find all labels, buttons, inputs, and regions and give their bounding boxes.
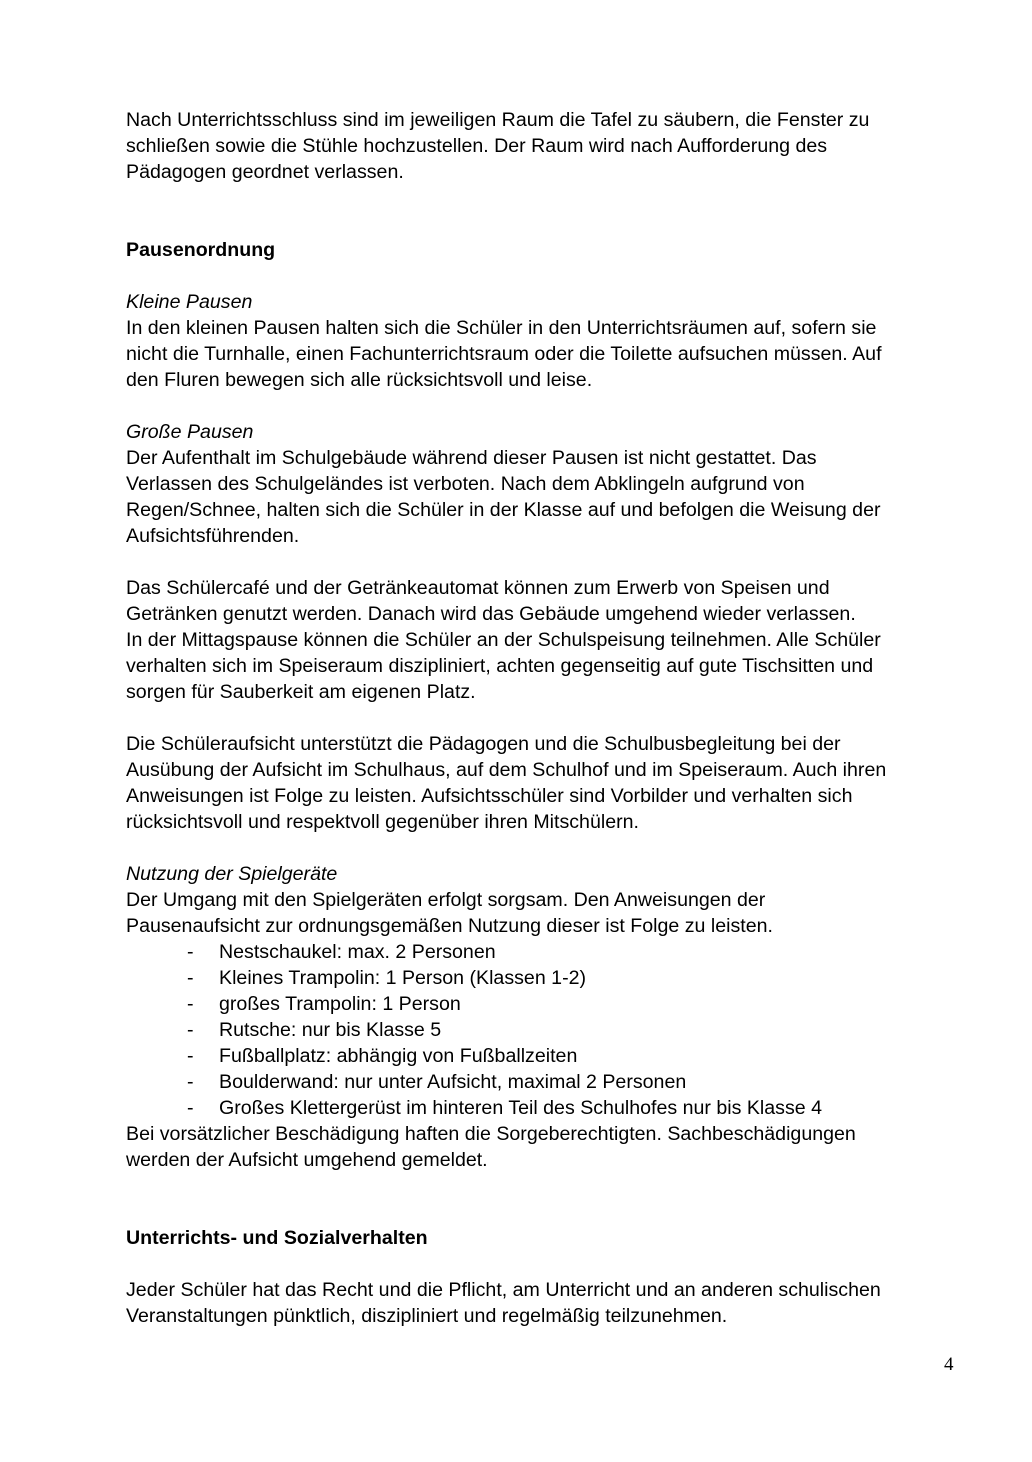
paragraph-line: Getränken genutzt werden. Danach wird das Gebäude umgehend wieder verlassen. bbox=[126, 603, 856, 625]
list-item-text: Boulderwand: nur unter Aufsicht, maximal 2 Personen bbox=[219, 1071, 687, 1093]
paragraph-line: Verlassen des Schulgeländes ist verboten. Nach dem Abklingeln aufgrund von bbox=[126, 473, 805, 495]
paragraph-line: Nach Unterrichtsschluss sind im jeweiligen Raum die Tafel zu säubern, die Fenster zu bbox=[126, 109, 870, 131]
list-item bbox=[126, 1069, 956, 1095]
list-item-text: Kleines Trampolin: 1 Person (Klassen 1-2) bbox=[219, 967, 587, 989]
paragraph-line: rücksichtsvoll und respektvoll gegenüber ihren Mitschülern. bbox=[126, 811, 639, 833]
paragraph-line: Die Schüleraufsicht unterstützt die Pädagogen und die Schulbusbegleitung bei der bbox=[126, 733, 841, 755]
paragraph-line: sorgen für Sauberkeit am eigenen Platz. bbox=[126, 681, 476, 703]
paragraph-line: Der Aufenthalt im Schulgebäude während dieser Pausen ist nicht gestattet. Das bbox=[126, 447, 817, 469]
cafe-paragraph bbox=[126, 575, 956, 705]
bullet-dash: - bbox=[187, 967, 194, 989]
list-item bbox=[126, 1043, 956, 1069]
paragraph-line: In der Mittagspause können die Schüler an der Schulspeisung teilnehmen. Alle Schüler bbox=[126, 629, 881, 651]
bullet-dash: - bbox=[187, 1071, 194, 1093]
paragraph-line: Pädagogen geordnet verlassen. bbox=[126, 161, 404, 183]
paragraph-line: Der Umgang mit den Spielgeräten erfolgt sorgsam. Den Anweisungen der bbox=[126, 889, 766, 911]
paragraph-line: verhalten sich im Speiseraum diszipliniert, achten gegenseitig auf gute Tischsitten und bbox=[126, 655, 874, 677]
bullet-dash: - bbox=[187, 1097, 194, 1119]
list-item bbox=[126, 1095, 956, 1121]
bullet-dash: - bbox=[187, 993, 194, 1015]
paragraph-line: In den kleinen Pausen halten sich die Schüler in den Unterrichtsräumen auf, sofern sie bbox=[126, 317, 877, 339]
paragraph-line: Pausenaufsicht zur ordnungsgemäßen Nutzung dieser ist Folge zu leisten. bbox=[126, 915, 773, 937]
paragraph-line: den Fluren bewegen sich alle rücksichtsvoll und leise. bbox=[126, 369, 593, 391]
intro-paragraph bbox=[126, 107, 956, 185]
section-heading-pausenordnung: Pausenordnung bbox=[126, 239, 276, 261]
paragraph-line: Aufsichtsführenden. bbox=[126, 525, 300, 547]
document-page bbox=[126, 107, 956, 1329]
bullet-dash: - bbox=[187, 1045, 194, 1067]
paragraph-line: Jeder Schüler hat das Recht und die Pflicht, am Unterricht und an anderen schulischen bbox=[126, 1279, 881, 1301]
paragraph-line: Veranstaltungen pünktlich, diszipliniert und regelmäßig teilzunehmen. bbox=[126, 1305, 728, 1327]
bullet-dash: - bbox=[187, 941, 194, 963]
grosse-pausen-section bbox=[126, 419, 956, 549]
paragraph-line: nicht die Turnhalle, einen Fachunterrichtsraum oder die Toilette aufsuchen müssen. Auf bbox=[126, 343, 882, 365]
page-number: 4 bbox=[944, 1354, 954, 1375]
paragraph-line: Anweisungen ist Folge zu leisten. Aufsichtsschüler sind Vorbilder und verhalten sich bbox=[126, 785, 853, 807]
paragraph-line: Ausübung der Aufsicht im Schulhaus, auf dem Schulhof und im Speiseraum. Auch ihren bbox=[126, 759, 887, 781]
list-item bbox=[126, 939, 956, 965]
kleine-pausen-section bbox=[126, 289, 956, 393]
sozialverhalten-paragraph bbox=[126, 1277, 956, 1329]
section-heading-sozialverhalten: Unterrichts- und Sozialverhalten bbox=[126, 1227, 428, 1249]
paragraph-line: werden der Aufsicht umgehend gemeldet. bbox=[126, 1149, 488, 1171]
list-item-text: Fußballplatz: abhängig von Fußballzeiten bbox=[219, 1045, 578, 1067]
paragraph-line: Bei vorsätzlicher Beschädigung haften die Sorgeberechtigten. Sachbeschädigungen bbox=[126, 1123, 856, 1145]
list-item bbox=[126, 991, 956, 1017]
list-item bbox=[126, 965, 956, 991]
paragraph-line: Das Schülercafé und der Getränkeautomat können zum Erwerb von Speisen und bbox=[126, 577, 830, 599]
subheading-grosse-pausen: Große Pausen bbox=[126, 421, 254, 443]
spielgeraete-list bbox=[126, 939, 956, 1121]
list-item-text: Nestschaukel: max. 2 Personen bbox=[219, 941, 496, 963]
list-item-text: Rutsche: nur bis Klasse 5 bbox=[219, 1019, 442, 1041]
list-item-text: Großes Klettergerüst im hinteren Teil des Schulhofes nur bis Klasse 4 bbox=[219, 1097, 822, 1119]
subheading-kleine-pausen: Kleine Pausen bbox=[126, 291, 253, 313]
list-item bbox=[126, 1017, 956, 1043]
paragraph-line: schließen sowie die Stühle hochzustellen. Der Raum wird nach Aufforderung des bbox=[126, 135, 828, 157]
bullet-dash: - bbox=[187, 1019, 194, 1041]
list-item-text: großes Trampolin: 1 Person bbox=[219, 993, 461, 1015]
spielgeraete-section bbox=[126, 861, 956, 1173]
aufsicht-paragraph bbox=[126, 731, 956, 835]
paragraph-line: Regen/Schnee, halten sich die Schüler in der Klasse auf und befolgen die Weisung der bbox=[126, 499, 881, 521]
subheading-spielgeraete: Nutzung der Spielgeräte bbox=[126, 863, 338, 885]
